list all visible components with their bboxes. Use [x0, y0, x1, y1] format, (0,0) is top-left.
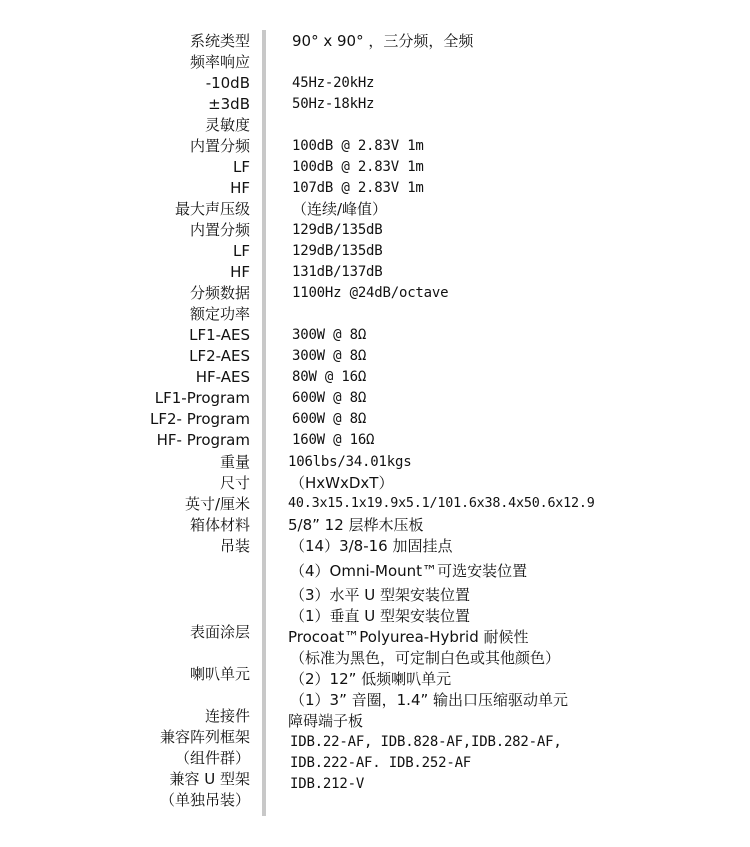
spec-label: （组件群） — [174, 749, 250, 767]
spec-value: 160W @ 16Ω — [292, 432, 375, 448]
spec-value: 107dB @ 2.83V 1m — [292, 180, 424, 196]
spec-value: 40.3x15.1x19.9x5.1/101.6x38.4x50.6x12.9 — [288, 496, 595, 511]
spec-label: LF — [233, 158, 250, 176]
spec-label: LF2-AES — [189, 347, 250, 365]
spec-value: 障碍端子板 — [288, 712, 364, 730]
spec-label: HF-AES — [195, 368, 250, 386]
spec-label: 灵敏度 — [204, 116, 250, 134]
spec-value: （1）垂直 U 型架安装位置 — [290, 607, 471, 625]
spec-value: 600W @ 8Ω — [292, 390, 367, 406]
spec-label: 吊装 — [219, 537, 250, 555]
spec-value: （2）12” 低频喇叭单元 — [290, 670, 452, 688]
spec-label: HF — [230, 263, 250, 281]
spec-value: 100dB @ 2.83V 1m — [292, 138, 424, 154]
spec-label: HF- Program — [156, 431, 250, 449]
spec-value: （14）3/8-16 加固挂点 — [290, 537, 453, 555]
spec-label: 兼容 U 型架 — [169, 770, 250, 788]
spec-label: （单独吊装） — [159, 791, 250, 809]
spec-value: IDB.22-AF, IDB.828-AF,IDB.282-AF, — [290, 734, 562, 750]
spec-label: HF — [230, 179, 250, 197]
spec-label: 内置分频 — [189, 137, 250, 155]
spec-value: （HxWxDxT） — [290, 474, 394, 492]
spec-value: 300W @ 8Ω — [292, 348, 367, 364]
spec-label: 频率响应 — [189, 53, 250, 71]
spec-label: 额定功率 — [189, 305, 250, 323]
spec-label: 最大声压级 — [174, 200, 250, 218]
spec-label: -10dB — [205, 74, 250, 92]
spec-value: 5/8” 12 层桦木压板 — [288, 516, 424, 534]
spec-label: LF2- Program — [150, 410, 250, 428]
spec-value: （连续/峰值） — [292, 200, 388, 218]
spec-value: （标准为黑色，可定制白色或其他颜色） — [290, 649, 561, 667]
spec-label: 表面涂层 — [189, 623, 250, 641]
spec-label: 英寸/厘米 — [184, 495, 250, 513]
spec-label: LF — [233, 242, 250, 260]
spec-label: 连接件 — [204, 707, 250, 725]
spec-value: （1）3” 音圈，1.4” 输出口压缩驱动单元 — [290, 691, 569, 709]
spec-label: LF1-Program — [154, 389, 250, 407]
spec-value: IDB.212-V — [290, 776, 365, 792]
spec-value: 80W @ 16Ω — [292, 369, 367, 385]
spec-value: IDB.222-AF. IDB.252-AF — [290, 755, 472, 771]
spec-label: LF1-AES — [189, 326, 250, 344]
column-divider — [262, 30, 266, 816]
spec-value: 106lbs/34.01kgs — [288, 454, 412, 470]
spec-label: 兼容阵列框架 — [159, 728, 250, 746]
spec-value: （4）Omni-Mount™可选安装位置 — [290, 562, 528, 580]
spec-label: 喇叭单元 — [189, 665, 250, 683]
spec-value: 100dB @ 2.83V 1m — [292, 159, 424, 175]
spec-label: ±3dB — [208, 95, 250, 113]
spec-value: 45Hz-20kHz — [292, 75, 375, 91]
spec-value: 50Hz-18kHz — [292, 96, 375, 112]
spec-value: 129dB/135dB — [292, 222, 383, 238]
spec-label: 尺寸 — [219, 474, 250, 492]
spec-value: 1100Hz @24dB/octave — [292, 285, 449, 301]
spec-value: 90° x 90° ，三分频，全频 — [292, 32, 474, 50]
spec-value: 600W @ 8Ω — [292, 411, 367, 427]
spec-value: 131dB/137dB — [292, 264, 383, 280]
spec-label: 重量 — [219, 453, 250, 471]
spec-value: Procoat™Polyurea-Hybrid 耐候性 — [288, 628, 529, 646]
spec-value: 300W @ 8Ω — [292, 327, 367, 343]
spec-value: （3）水平 U 型架安装位置 — [290, 586, 471, 604]
spec-label: 系统类型 — [189, 32, 250, 50]
spec-label: 箱体材料 — [189, 516, 250, 534]
spec-label: 内置分频 — [189, 221, 250, 239]
spec-label: 分频数据 — [189, 284, 250, 302]
spec-value: 129dB/135dB — [292, 243, 383, 259]
